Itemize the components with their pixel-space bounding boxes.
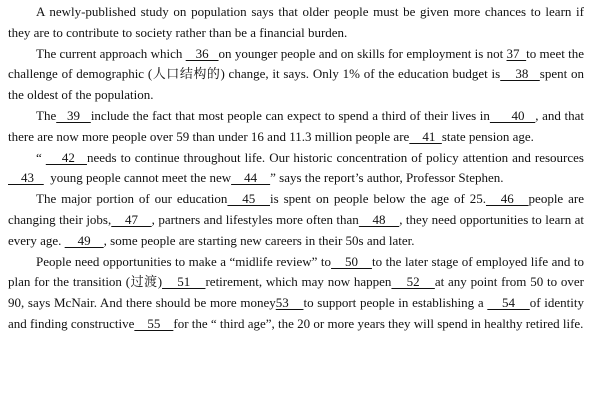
answer-blank[interactable]: 51	[162, 274, 206, 290]
passage-text: , some people are starting new careers in their 50s and later.	[103, 232, 415, 248]
passage-text: is spent on people below the age of 25.	[270, 191, 486, 207]
paragraph	[8, 148, 584, 190]
passage-text: young people cannot meet the new	[43, 170, 232, 186]
answer-blank[interactable]: 37	[506, 45, 527, 61]
passage-text: A newly-published study on population says that older people must be given more chances to learn if they are to contribute to society rather than be a financial burden.	[8, 4, 588, 40]
paragraph	[8, 106, 588, 148]
answer-blank[interactable]: 44	[231, 170, 271, 186]
answer-blank[interactable]: 52	[391, 274, 435, 290]
answer-blank[interactable]: 47	[111, 211, 152, 227]
passage-text: People need opportunities to make a “midlife review” to	[36, 253, 332, 269]
answer-blank[interactable]: 50	[331, 253, 372, 269]
passage-text: to meet the challenge of demographic (人口结构的) change, it says. Only 1% of the education budget is	[8, 45, 588, 82]
answer-blank[interactable]: 39	[56, 107, 91, 123]
answer-blank[interactable]: 36	[185, 45, 219, 61]
passage-text: needs to continue throughout life. Our historic concentration of policy attention and resources	[86, 149, 584, 165]
passage-text: state pension age.	[441, 128, 534, 144]
answer-blank[interactable]: 55	[134, 315, 174, 331]
passage-text: ” says the report’s author, Professor Stephen.	[270, 170, 504, 186]
answer-blank[interactable]: 42	[45, 149, 87, 165]
answer-blank[interactable]: 53	[275, 295, 304, 311]
passage-text: The major portion of our education	[36, 191, 228, 207]
passage-text: The	[36, 107, 57, 123]
passage-text: at any point from 50 to over 90, says McNair. And there should be more money	[8, 274, 588, 311]
answer-blank[interactable]: 48	[358, 211, 400, 227]
answer-blank[interactable]: 41	[409, 128, 442, 144]
passage-text: to support people in establishing a	[303, 295, 488, 311]
paragraph	[8, 2, 588, 44]
passage-text: The current approach which	[36, 45, 186, 61]
passage-text: include the fact that most people can expect to spend a third of their lives in	[90, 107, 490, 123]
answer-blank[interactable]: 45	[227, 191, 270, 207]
paragraph	[8, 44, 588, 106]
answer-blank[interactable]: 43	[8, 170, 44, 186]
passage-text: , they need opportunities to learn at every age.	[8, 211, 588, 248]
passage-text: , partners and lifestyles more often than	[151, 211, 359, 227]
passage-text: “	[36, 149, 46, 165]
paragraph	[8, 189, 588, 251]
passage-text: for the “ third age”, the 20 or more years they will spend in healthy retired life.	[173, 315, 584, 331]
answer-blank[interactable]: 40	[489, 107, 536, 123]
passage-text: on younger people and on skills for employment is not	[218, 45, 507, 61]
answer-blank[interactable]: 49	[64, 232, 104, 248]
passage-text: people are changing their jobs,	[8, 191, 588, 227]
passage-text: retirement, which may now happen	[205, 274, 392, 290]
paragraph	[8, 252, 588, 335]
passage-text: of identity and finding constructive	[8, 295, 588, 331]
passage-text: , and that there are now more people over 59 than under 16 and 11.3 million people are	[8, 107, 588, 144]
passage-text: to the later stage of employed life and to plan for the transition (过渡)	[8, 253, 588, 290]
passage-text: spent on the oldest of the population.	[8, 66, 588, 103]
answer-blank[interactable]: 38	[500, 66, 540, 82]
answer-blank[interactable]: 54	[487, 295, 530, 311]
answer-blank[interactable]: 46	[485, 191, 529, 207]
